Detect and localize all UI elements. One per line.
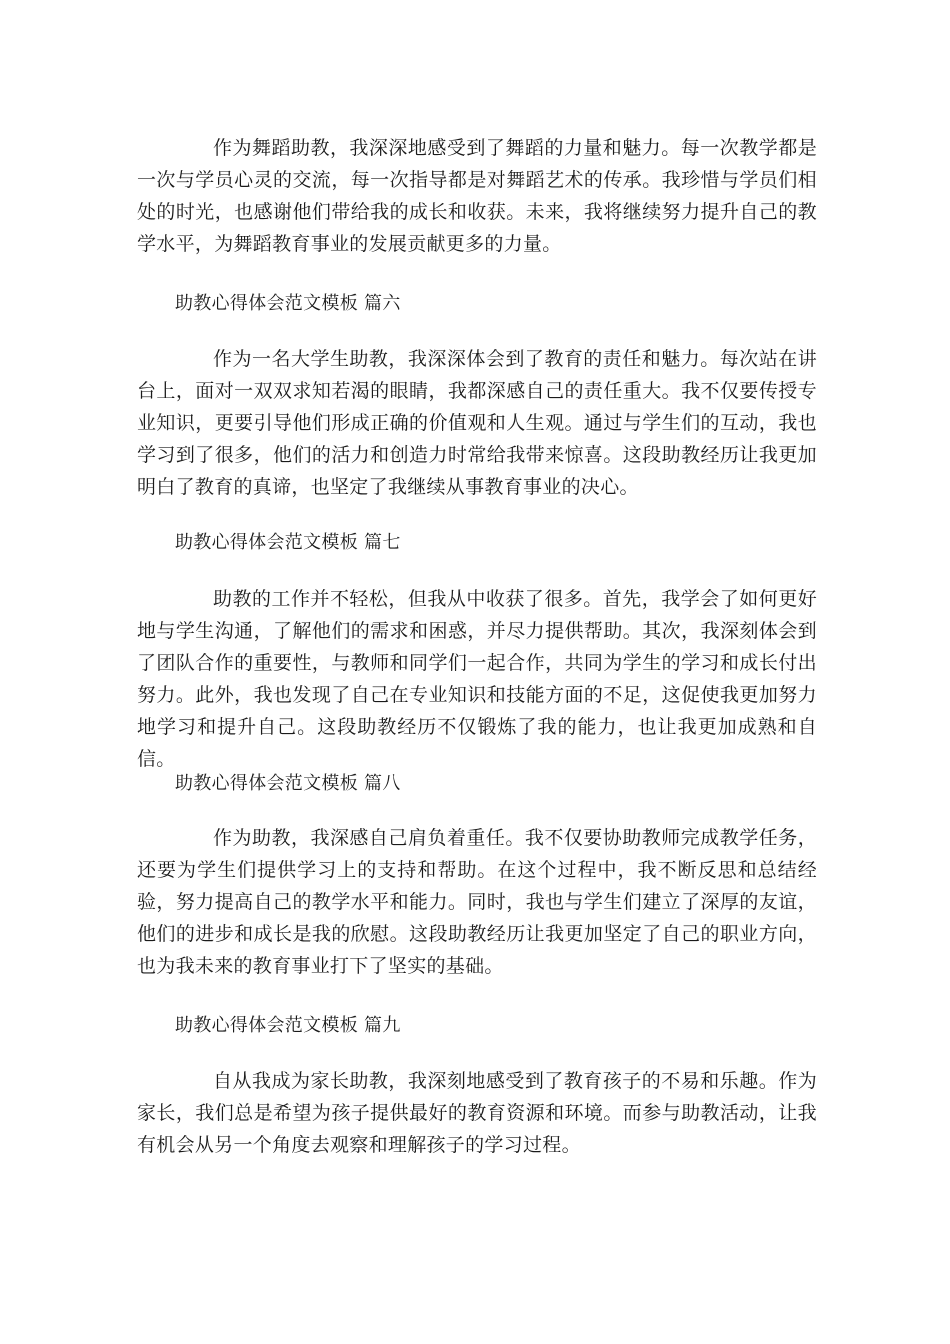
section-heading: 助教心得体会范文模板 篇七 <box>175 532 401 553</box>
paragraph-section-6 <box>137 343 817 503</box>
paragraph-dance-assistant <box>137 132 817 260</box>
paragraph-section-8 <box>137 822 817 982</box>
section-heading-9 <box>137 1012 817 1040</box>
section-heading-6 <box>137 290 817 318</box>
paragraph-text: 自从我成为家长助教，我深刻地感受到了教育孩子的不易和乐趣。作为家长，我们总是希望为孩子提供最好的教育资源和环境。而参与助教活动，让我有机会从另一个角度去观察和理解孩子的学习过程。 <box>137 1070 817 1156</box>
section-heading-7 <box>137 529 817 557</box>
paragraph-section-9 <box>137 1065 817 1161</box>
section-heading: 助教心得体会范文模板 篇八 <box>175 773 401 794</box>
paragraph-text: 作为舞蹈助教，我深深地感受到了舞蹈的力量和魅力。每一次教学都是一次与学员心灵的交流，每一次指导都是对舞蹈艺术的传承。我珍惜与学员们相处的时光，也感谢他们带给我的成长和收获。未来，我将继续努力提升自己的教学水平，为舞蹈教育事业的发展贡献更多的力量。 <box>137 137 817 255</box>
paragraph-text: 助教的工作并不轻松，但我从中收获了很多。首先，我学会了如何更好地与学生沟通，了解他们的需求和困惑，并尽力提供帮助。其次，我深刻体会到了团队合作的重要性，与教师和同学们一起合作，共同为学生的学习和成长付出努力。此外，我也发现了自己在专业知识和技能方面的不足，这促使我更加努力地学习和提升自己。这段助教经历不仅锻炼了我的能力，也让我更加成熟和自信。 <box>137 588 817 770</box>
section-heading-8 <box>137 770 817 798</box>
section-heading: 助教心得体会范文模板 篇六 <box>175 293 401 314</box>
paragraph-text: 作为一名大学生助教，我深深体会到了教育的责任和魅力。每次站在讲台上，面对一双双求知若渴的眼睛，我都深感自己的责任重大。我不仅要传授专业知识，更要引导他们形成正确的价值观和人生观。通过与学生们的互动，我也学习到了很多，他们的活力和创造力时常给我带来惊喜。这段助教经历让我更加明白了教育的真谛，也坚定了我继续从事教育事业的决心。 <box>137 348 817 498</box>
paragraph-section-7 <box>137 583 817 775</box>
paragraph-text: 作为助教，我深感自己肩负着重任。我不仅要协助教师完成教学任务，还要为学生们提供学习上的支持和帮助。在这个过程中，我不断反思和总结经验，努力提高自己的教学水平和能力。同时，我也与学生们建立了深厚的友谊，他们的进步和成长是我的欣慰。这段助教经历让我更加坚定了自己的职业方向，也为我未来的教育事业打下了坚实的基础。 <box>137 827 817 977</box>
section-heading: 助教心得体会范文模板 篇九 <box>175 1015 401 1036</box>
